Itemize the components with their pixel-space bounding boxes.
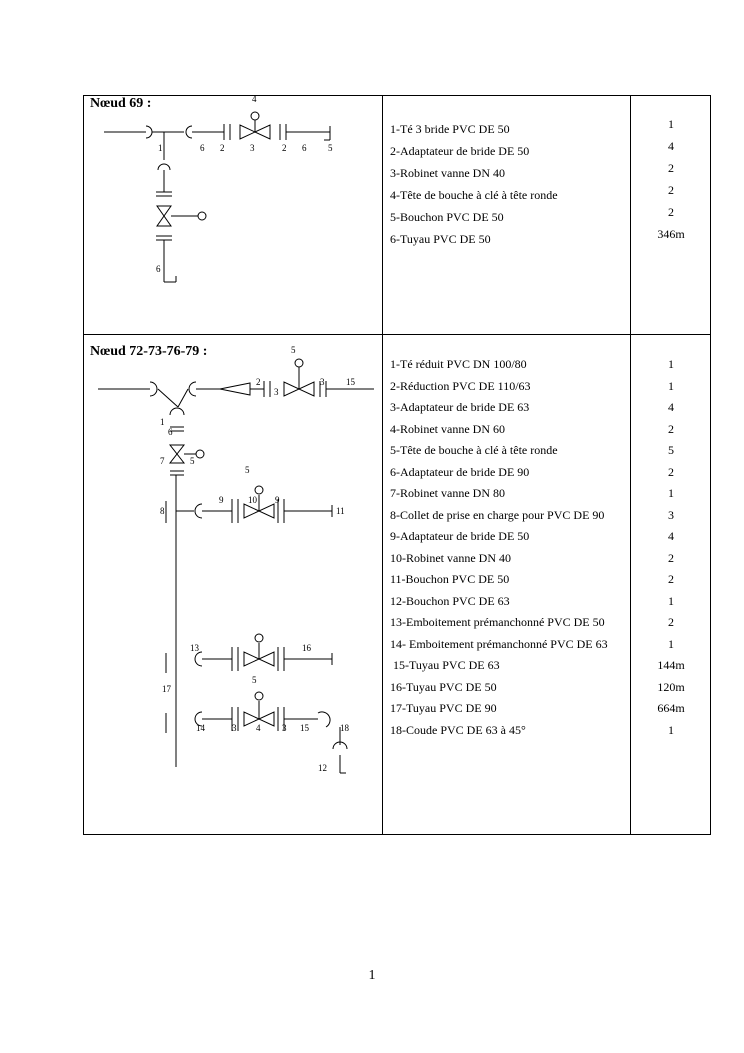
item-qty: 2 — [668, 464, 674, 479]
d2-label-3a: 3 — [274, 387, 279, 397]
item-qty: 1 — [668, 486, 674, 500]
page-number: 1 — [368, 968, 376, 983]
item-qty: 1 — [668, 593, 674, 608]
d2-label-12: 12 — [318, 763, 327, 773]
item-label: 3-Robinet vanne DN 40 — [390, 166, 505, 180]
item-qty: 2 — [668, 161, 674, 175]
d1-label-4: 4 — [252, 94, 257, 104]
d2-label-15b: 15 — [300, 723, 309, 733]
item-label: 1-Té réduit PVC DN 100/80 — [390, 357, 527, 371]
d2-label-1: 1 — [160, 417, 165, 427]
d2-label-5c: 5 — [245, 465, 250, 475]
item-label: 6-Adaptateur de bride DE 90 — [390, 464, 530, 479]
d2-label-18: 18 — [340, 723, 349, 733]
d2-label-11: 11 — [336, 506, 345, 516]
d2-label-7: 7 — [160, 456, 165, 466]
d2-label-4: 4 — [256, 723, 261, 733]
item-label: 2-Réduction PVC DE 110/63 — [390, 378, 531, 393]
d2-label-8: 8 — [160, 506, 165, 516]
item-label: 5-Bouchon PVC DE 50 — [390, 210, 504, 224]
d1-label-3: 3 — [250, 143, 255, 153]
d2-label-9b: 9 — [275, 495, 280, 505]
d2-label-9: 9 — [219, 495, 224, 505]
d2-label-3d: 3 — [282, 723, 287, 733]
node-72-73-76-79-diagram — [84, 335, 382, 835]
d1-label-5: 5 — [328, 143, 333, 153]
item-qty: 4 — [668, 400, 674, 414]
d1-label-6c: 6 — [156, 264, 161, 274]
item-qty: 120m — [657, 679, 685, 694]
node-72-73-76-79-title: Nœud 72-73-76-79 : — [90, 344, 208, 359]
node-69-title: Nœud 69 : — [90, 96, 152, 111]
item-qty: 2 — [668, 421, 674, 436]
item-label: 4-Robinet vanne DN 60 — [390, 421, 505, 436]
d2-label-5b: 5 — [190, 456, 195, 466]
item-qty: 1 — [668, 378, 674, 393]
item-qty: 4 — [668, 529, 674, 543]
item-qty: 3 — [668, 507, 674, 522]
item-label: 5-Tête de bouche à clé à tête ronde — [390, 443, 558, 457]
item-qty: 1 — [668, 357, 674, 371]
item-qty: 346m — [657, 227, 685, 241]
d2-label-17: 17 — [162, 684, 171, 694]
item-label: 9-Adaptateur de bride DE 50 — [390, 529, 530, 543]
d2-label-2: 2 — [256, 377, 261, 387]
item-qty: 2 — [668, 205, 674, 219]
item-label: 2-Adaptateur de bride DE 50 — [390, 144, 530, 158]
item-label: 13-Emboitement prémanchonné PVC DE 50 — [390, 615, 605, 629]
item-label: 7-Robinet vanne DN 80 — [390, 486, 505, 500]
node-69-diagram — [84, 96, 382, 334]
d1-label-6b: 6 — [302, 143, 307, 153]
d2-label-10: 10 — [248, 495, 257, 505]
item-label: 10-Robinet vanne DN 40 — [390, 550, 511, 565]
item-qty: 4 — [668, 139, 674, 153]
column-divider-2 — [630, 96, 631, 834]
d2-label-6: 6 — [168, 427, 173, 437]
item-label: 1-Té 3 bride PVC DE 50 — [390, 122, 510, 136]
item-label: 4-Tête de bouche à clé à tête ronde — [390, 188, 558, 202]
d2-label-16: 16 — [302, 643, 311, 653]
d2-label-15a: 15 — [346, 377, 355, 387]
d2-label-5a: 5 — [291, 345, 296, 355]
d1-label-6a: 6 — [200, 143, 205, 153]
item-label: 17-Tuyau PVC DE 90 — [390, 701, 497, 715]
d1-label-2a: 2 — [220, 143, 225, 153]
item-label: 11-Bouchon PVC DE 50 — [390, 572, 510, 586]
d2-label-5d: 5 — [252, 675, 257, 685]
item-qty: 1 — [668, 636, 674, 651]
d2-label-13: 13 — [190, 643, 199, 653]
item-qty: 664m — [657, 701, 685, 715]
item-label: 12-Bouchon PVC DE 63 — [390, 593, 510, 608]
d2-label-3b: 3 — [320, 377, 325, 387]
item-label: 18-Coude PVC DE 63 à 45° — [390, 722, 526, 737]
item-qty: 2 — [668, 550, 674, 565]
item-label: 14- Emboitement prémanchonné PVC DE 63 — [390, 636, 608, 651]
parts-table — [83, 95, 711, 835]
item-qty: 2 — [668, 572, 674, 586]
item-qty: 5 — [668, 443, 674, 457]
item-qty: 144m — [657, 658, 685, 672]
column-divider-1 — [382, 96, 383, 834]
item-label: 8-Collet de prise en charge pour PVC DE 90 — [390, 507, 605, 522]
d1-label-2b: 2 — [282, 143, 287, 153]
item-qty: 1 — [668, 722, 674, 737]
item-qty: 1 — [668, 117, 674, 131]
item-label: 16-Tuyau PVC DE 50 — [390, 679, 497, 694]
d1-label-1: 1 — [158, 143, 163, 153]
item-label: 15-Tuyau PVC DE 63 — [390, 658, 500, 672]
d2-label-3c: 3 — [232, 723, 237, 733]
d2-label-14: 14 — [196, 723, 205, 733]
item-label: 3-Adaptateur de bride DE 63 — [390, 400, 530, 414]
item-label: 6-Tuyau PVC DE 50 — [390, 232, 491, 246]
item-qty: 2 — [668, 615, 674, 629]
item-qty: 2 — [668, 183, 674, 197]
